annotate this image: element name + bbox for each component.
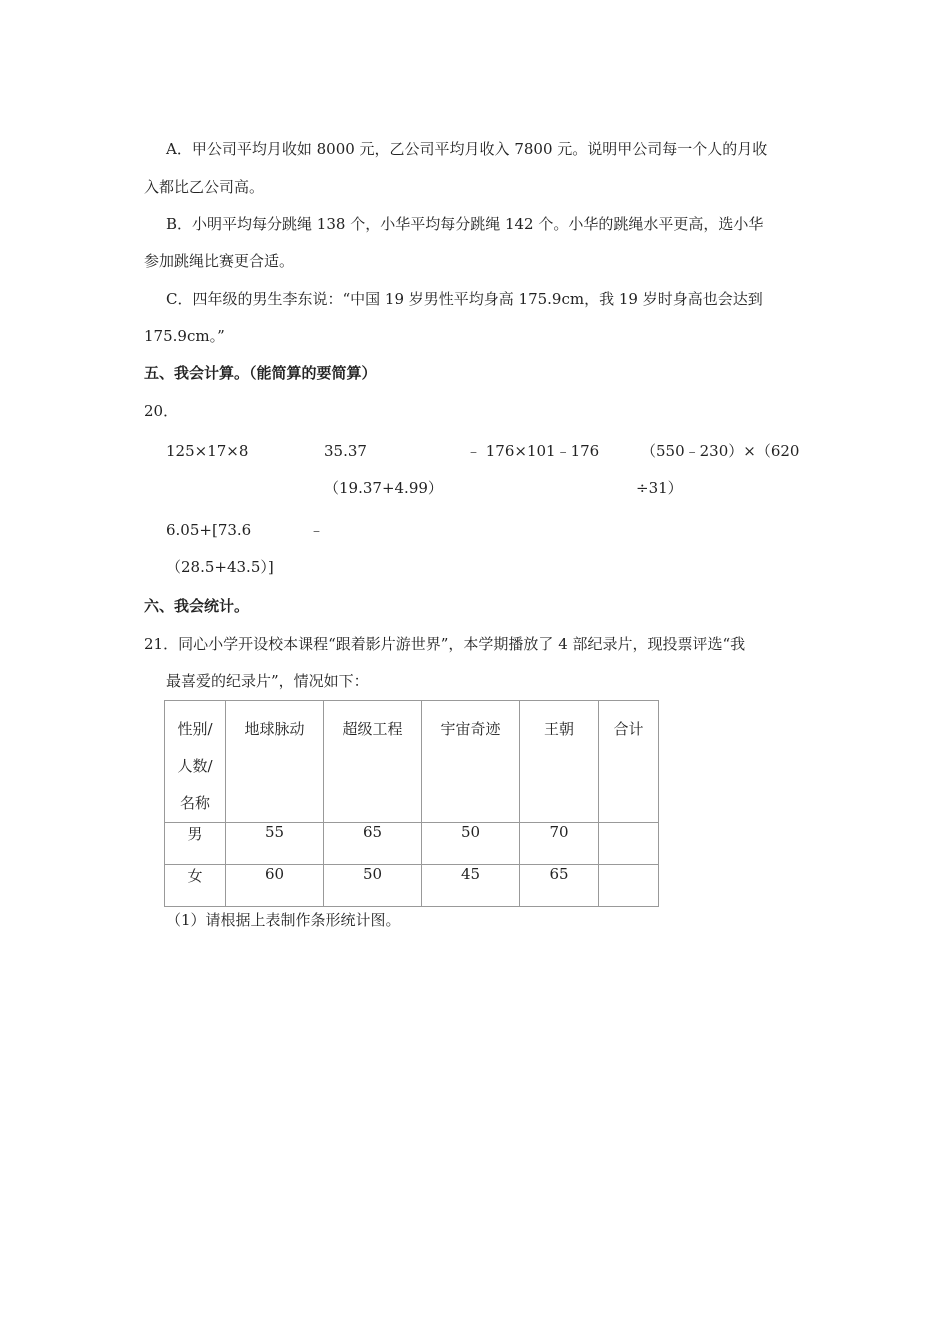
- expression-1: 125×17×8: [166, 442, 249, 460]
- table-header-cell: 宇宙奇迹: [422, 701, 520, 823]
- corner-label-gender: 性别/: [177, 720, 213, 738]
- expression-4-top: （550﹣230）×（620: [641, 442, 800, 460]
- corner-label-name: 名称: [179, 794, 210, 812]
- table-cell: 55: [226, 823, 324, 865]
- expression-5-minus: ﹣: [309, 521, 325, 539]
- table-cell-total: [599, 823, 659, 865]
- row-label-female: 女: [165, 865, 226, 907]
- option-c-line2: 175.9cm。”: [144, 327, 225, 345]
- expression-5-top: 6.05+[73.6: [166, 521, 252, 539]
- table-corner-cell: [165, 701, 226, 823]
- question-number-20: 20．: [144, 402, 179, 420]
- section6-title: 六、我会统计。: [144, 597, 250, 615]
- table-header-cell: 超级工程: [324, 701, 422, 823]
- vote-table: [164, 700, 659, 907]
- table-cell: 45: [422, 865, 520, 907]
- table-row: [165, 823, 659, 865]
- expression-2-top: 35.37: [324, 442, 367, 460]
- table-cell: 50: [324, 865, 422, 907]
- table-cell: 50: [422, 823, 520, 865]
- option-b-line1: B．小明平均每分跳绳 138 个，小华平均每分跳绳 142 个。小华的跳绳水平更高，选小华: [166, 215, 764, 233]
- corner-label-count: 人数/: [177, 757, 213, 775]
- question-21-line2: 最喜爱的纪录片”，情况如下：: [166, 672, 369, 690]
- table-row: [165, 865, 659, 907]
- expression-4-bottom: ÷31）: [636, 479, 683, 497]
- option-a-line2: 入都比乙公司高。: [144, 178, 265, 196]
- table-header-cell: 合计: [599, 701, 659, 823]
- option-c-line1: C．四年级的男生李东说：“中国 19 岁男性平均身高 175.9cm，我 19 岁时身高也会达到: [166, 290, 763, 308]
- option-b-line2: 参加跳绳比赛更合适。: [144, 252, 295, 270]
- sub-question-1: （1）请根据上表制作条形统计图。: [166, 911, 401, 929]
- table-cell: 65: [324, 823, 422, 865]
- option-a-line1: A．甲公司平均月收如 8000 元，乙公司平均月收入 7800 元。说明甲公司每一个人的月收: [166, 140, 768, 158]
- question-21-line1: 21．同心小学开设校本课程“跟着影片游世界”，本学期播放了 4 部纪录片，现投票评选“我: [144, 635, 746, 653]
- table-header-row: [165, 701, 659, 823]
- section5-title: 五、我会计算。（能简算的要简算）: [144, 364, 377, 382]
- table-cell: 65: [520, 865, 599, 907]
- table-cell: 60: [226, 865, 324, 907]
- table-header-cell: 王朝: [520, 701, 599, 823]
- expression-5-bottom: （28.5+43.5）]: [166, 558, 274, 576]
- table-cell: 70: [520, 823, 599, 865]
- expression-3: ﹣ 176×101﹣176: [466, 442, 600, 460]
- expression-2-bottom: （19.37+4.99）: [324, 479, 443, 497]
- table-header-cell: 地球脉动: [226, 701, 324, 823]
- row-label-male: 男: [165, 823, 226, 865]
- table-cell-total: [599, 865, 659, 907]
